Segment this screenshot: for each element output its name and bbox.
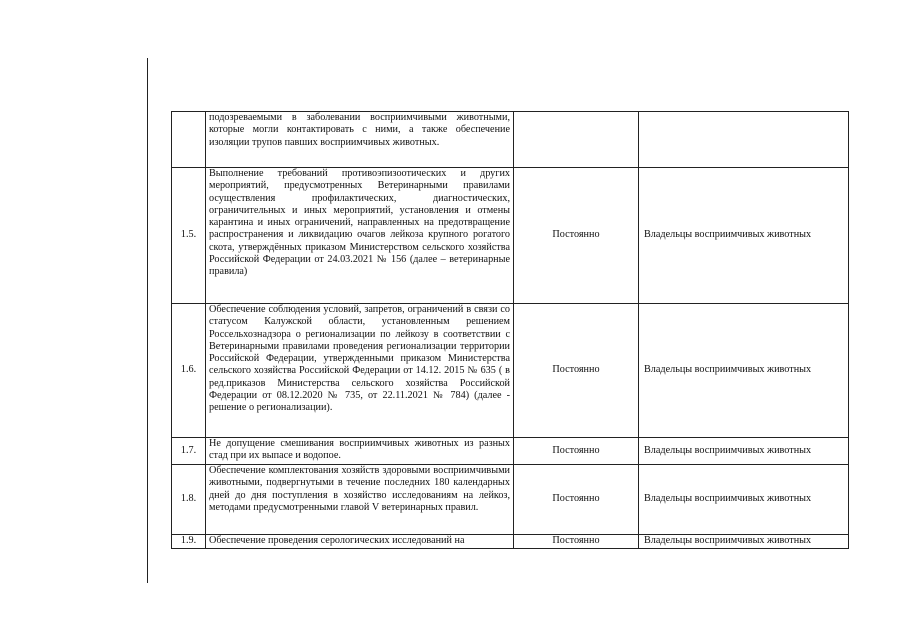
row-number: 1.7.: [172, 438, 206, 465]
table-row: [172, 304, 849, 438]
measure-responsible: Владельцы восприимчивых животных: [639, 535, 849, 549]
measure-responsible: Владельцы восприимчивых животных: [639, 168, 849, 304]
table-row: [172, 438, 849, 465]
table-row: [172, 112, 849, 168]
row-number: [172, 112, 206, 168]
measure-period: [514, 112, 639, 168]
row-number: 1.5.: [172, 168, 206, 304]
page-margin-line: [147, 58, 148, 583]
row-number: 1.6.: [172, 304, 206, 438]
row-number: 1.8.: [172, 465, 206, 535]
measure-text: Обеспечение соблюдения условий, запретов, ограничений в связи со статусом Калужской области, установленным решением Россельхознадзора о регионализации по лейкозу в соответствии с Ветеринарными правилами проведения регионализации территории Российской Федерации, утвержденными приказом Министерства сельского хозяйства Российской Федерации от 14.12. 2015 № 635 ( в ред.приказов Министерства сельского хозяйства Российской Федерации от 08.12.2020 № 735, от 22.11.2021 № 784) (далее - решение о регионализации).: [206, 304, 514, 438]
row-number: 1.9.: [172, 535, 206, 549]
table-row: [172, 465, 849, 535]
measure-period: Постоянно: [514, 304, 639, 438]
measure-period: Постоянно: [514, 168, 639, 304]
measure-responsible: Владельцы восприимчивых животных: [639, 438, 849, 465]
measure-text: Выполнение требований противоэпизоотических и других мероприятий, предусмотренных Ветеринарными правилами осуществления профилактических, диагностических, ограничительных и иных мероприятий, установления и отмены карантина и иных ограничений, направленных на предотвращение распространения и ликвидацию очагов лейкоза крупного рогатого скота, утверждённых приказом Министерством сельского хозяйства Российской Федерации от 24.03.2021 № 156 (далее – ветеринарные правила): [206, 168, 514, 304]
measure-responsible: Владельцы восприимчивых животных: [639, 304, 849, 438]
measure-text: Обеспечение комплектования хозяйств здоровыми восприимчивыми животными, подвергнутыми в течение последних 180 календарных дней до дня поступления в хозяйство исследованиям на лейкоз, методами предусмотренными главой V ветеринарных правил.: [206, 465, 514, 535]
measure-responsible: [639, 112, 849, 168]
measure-text: Обеспечение проведения серологических исследований на: [206, 535, 514, 549]
measure-period: Постоянно: [514, 535, 639, 549]
table-row: [172, 168, 849, 304]
measure-period: Постоянно: [514, 465, 639, 535]
measure-text: Не допущение смешивания восприимчивых животных из разных стад при их выпасе и водопое.: [206, 438, 514, 465]
measure-text: подозреваемыми в заболевании восприимчивыми животными, которые могли контактировать с ними, а также обеспечение изоляции трупов павших восприимчивых животных.: [206, 112, 514, 168]
measures-table: [171, 111, 849, 549]
table-row: [172, 535, 849, 549]
measure-responsible: Владельцы восприимчивых животных: [639, 465, 849, 535]
measure-period: Постоянно: [514, 438, 639, 465]
